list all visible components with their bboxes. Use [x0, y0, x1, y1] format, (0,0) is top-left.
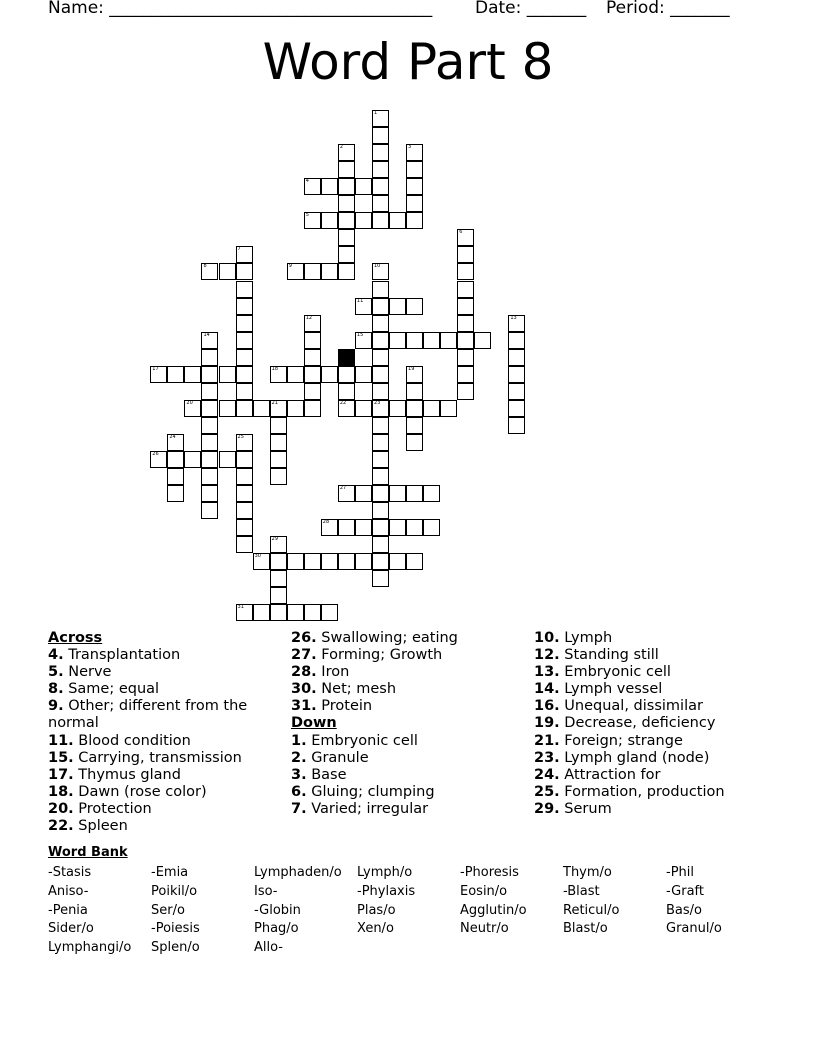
grid-cell[interactable]: [508, 315, 525, 332]
word-bank-item: Poikil/o: [151, 883, 198, 899]
grid-cell[interactable]: [236, 485, 253, 502]
grid-cell[interactable]: [201, 263, 218, 280]
grid-cell[interactable]: [236, 366, 253, 383]
grid-cell[interactable]: [406, 298, 423, 315]
grid-cell[interactable]: [338, 212, 355, 229]
word-bank-item: -Emia: [151, 865, 189, 880]
grid-cell[interactable]: [372, 178, 389, 195]
across-heading: Across: [48, 630, 103, 646]
grid-cell[interactable]: [201, 400, 218, 417]
grid-cell[interactable]: [372, 434, 389, 451]
grid-cell[interactable]: [440, 400, 457, 417]
word-bank-item: Aniso-: [48, 883, 89, 899]
word-bank-item: Lymphaden/o: [254, 865, 342, 880]
grid-cell[interactable]: [457, 281, 474, 298]
clue-number: 23: [373, 399, 381, 406]
grid-cell[interactable]: [304, 366, 321, 383]
grid-cell[interactable]: [338, 229, 355, 246]
grid-cell[interactable]: [236, 383, 253, 400]
word-bank: [48, 864, 768, 958]
grid-cell[interactable]: [372, 536, 389, 553]
grid-cell[interactable]: [236, 604, 253, 621]
grid-cell[interactable]: [423, 400, 440, 417]
grid-cell[interactable]: [355, 332, 372, 349]
clue-item: 13. Embryonic cell: [534, 664, 671, 681]
clue-item: 16. Unequal, dissimilar: [534, 698, 703, 715]
clue-item: 31. Protein: [291, 698, 373, 715]
word-bank-item: Reticul/o: [563, 902, 620, 918]
grid-cell[interactable]: [508, 366, 525, 383]
clue-item: 20. Protection: [48, 800, 152, 817]
date-field[interactable]: Date: _______: [475, 0, 587, 18]
grid-cell[interactable]: [338, 383, 355, 400]
word-bank-item: Bas/o: [666, 902, 702, 918]
word-bank-item: Lymph/o: [357, 865, 413, 880]
grid-cell[interactable]: [372, 298, 389, 315]
word-bank-title: Word Bank: [48, 845, 128, 860]
word-bank-item: -Phylaxis: [357, 883, 416, 899]
grid-cell[interactable]: [236, 332, 253, 349]
grid-cell[interactable]: [457, 229, 474, 246]
grid-cell[interactable]: [423, 332, 440, 349]
clue-item: 5. Nerve: [48, 664, 112, 681]
grid-cell[interactable]: [338, 178, 355, 195]
clue-number: 3: [408, 144, 412, 151]
word-bank-item: Xen/o: [357, 921, 394, 937]
grid-cell[interactable]: [508, 417, 525, 434]
clue-item: 10. Lymph: [534, 630, 613, 646]
grid-cell[interactable]: [372, 502, 389, 519]
grid-cell[interactable]: [304, 604, 321, 621]
clue-item: 21. Foreign; strange: [534, 732, 683, 749]
clues-column-1: [48, 630, 273, 835]
grid-cell[interactable]: [457, 263, 474, 280]
grid-cell[interactable]: [406, 485, 423, 502]
clue-number: 20: [186, 399, 193, 406]
clue-number: 1: [373, 110, 378, 116]
grid-cell[interactable]: [236, 502, 253, 519]
grid-cell[interactable]: [457, 332, 474, 349]
clue-number: 22: [339, 399, 347, 406]
grid-cell[interactable]: [287, 263, 304, 280]
grid-cell[interactable]: [236, 315, 253, 332]
grid-cell[interactable]: [201, 417, 218, 434]
clue-number: 19: [408, 365, 415, 372]
grid-cell[interactable]: [304, 553, 321, 570]
grid-cell[interactable]: [406, 161, 423, 178]
clue-item: 23. Lymph gland (node): [534, 749, 710, 766]
grid-cell[interactable]: [338, 195, 355, 212]
grid-cell[interactable]: [508, 332, 525, 349]
grid-cell[interactable]: [201, 383, 218, 400]
grid-cell[interactable]: [406, 212, 423, 229]
grid-cell[interactable]: [372, 366, 389, 383]
grid-cell[interactable]: [304, 383, 321, 400]
word-bank-item: Granul/o: [666, 921, 722, 937]
grid-cell[interactable]: [236, 281, 253, 298]
clue-item: 9. Other; different from the normal: [48, 698, 248, 732]
grid-cell[interactable]: [201, 332, 218, 349]
grid-cell[interactable]: [355, 553, 372, 570]
grid-cell[interactable]: [372, 417, 389, 434]
clue-item: 30. Net; mesh: [291, 681, 397, 698]
clue-item: 18. Dawn (rose color): [48, 783, 207, 800]
clue-item: 24. Attraction for: [534, 766, 661, 783]
grid-cell[interactable]: [406, 144, 423, 161]
clue-number: 27: [339, 485, 347, 492]
grid-cell[interactable]: [355, 178, 372, 195]
grid-cell[interactable]: [338, 246, 355, 263]
clue-number: 10: [373, 263, 381, 270]
grid-cell[interactable]: [270, 366, 287, 383]
clue-number: 17: [152, 365, 159, 372]
grid-cell[interactable]: [304, 178, 321, 195]
clue-number: 2: [339, 144, 344, 151]
grid-cell[interactable]: [236, 536, 253, 553]
clue-item: 2. Granule: [291, 749, 369, 766]
grid-cell[interactable]: [236, 434, 253, 451]
grid-cell[interactable]: [372, 349, 389, 366]
grid-cell[interactable]: [372, 519, 389, 536]
grid-cell[interactable]: [338, 553, 355, 570]
grid-cell[interactable]: [201, 349, 218, 366]
clue-item: 3. Base: [291, 766, 347, 783]
word-bank-item: Allo-: [254, 940, 284, 956]
grid-cell[interactable]: [219, 263, 236, 280]
grid-cell[interactable]: [338, 144, 355, 161]
grid-cell[interactable]: [457, 246, 474, 263]
grid-cell[interactable]: [270, 570, 287, 587]
word-bank-item: -Globin: [254, 902, 301, 918]
clue-number: 12: [305, 314, 313, 321]
grid-cell[interactable]: [321, 366, 338, 383]
grid-cell[interactable]: [236, 400, 253, 417]
grid-cell[interactable]: [372, 161, 389, 178]
grid-cell[interactable]: [219, 400, 236, 417]
grid-cell[interactable]: [270, 400, 287, 417]
grid-cell[interactable]: [372, 212, 389, 229]
clue-number: 4: [305, 178, 309, 185]
clue-number: 24: [169, 433, 176, 440]
grid-cell[interactable]: [201, 485, 218, 502]
grid-cell[interactable]: [338, 366, 355, 383]
grid-cell[interactable]: [372, 400, 389, 417]
clue-number: 11: [356, 297, 364, 304]
word-bank-item: Splen/o: [151, 940, 200, 956]
grid-cell[interactable]: [372, 315, 389, 332]
word-bank-item: Phag/o: [254, 921, 299, 937]
grid-cell[interactable]: [508, 349, 525, 366]
grid-cell[interactable]: [389, 298, 406, 315]
grid-cell[interactable]: [270, 468, 287, 485]
grid-cell[interactable]: [270, 434, 287, 451]
grid-cell[interactable]: [457, 366, 474, 383]
grid-cell[interactable]: [304, 212, 321, 229]
word-bank-item: -Graft: [666, 883, 704, 899]
clue-number: 7: [237, 246, 241, 253]
word-bank-item: Thym/o: [563, 865, 612, 880]
grid-cell[interactable]: [372, 553, 389, 570]
word-bank-item: Plas/o: [357, 902, 396, 918]
grid-cell[interactable]: [457, 298, 474, 315]
clue-number: 28: [322, 519, 330, 526]
grid-cell[interactable]: [201, 451, 218, 468]
grid-cell[interactable]: [508, 400, 525, 417]
clue-item: 27. Forming; Growth: [291, 647, 443, 664]
grid-cell[interactable]: [304, 332, 321, 349]
grid-cell[interactable]: [253, 400, 270, 417]
clue-number: 14: [203, 331, 210, 338]
page-title: Word Part 8: [262, 33, 554, 91]
clue-item: 8. Same; equal: [48, 681, 160, 698]
clue-number: 18: [271, 365, 279, 372]
clue-number: 6: [459, 229, 463, 236]
grid-cell[interactable]: [167, 366, 184, 383]
grid-cell[interactable]: [253, 553, 270, 570]
grid-cell[interactable]: [321, 519, 338, 536]
clue-item: 15. Carrying, transmission: [48, 749, 242, 766]
grid-cell[interactable]: [167, 468, 184, 485]
clue-item: 28. Iron: [291, 664, 350, 681]
grid-cell[interactable]: [389, 400, 406, 417]
grid-cell[interactable]: [389, 212, 406, 229]
grid-cell[interactable]: [201, 502, 218, 519]
grid-cell[interactable]: [253, 604, 270, 621]
grid-cell[interactable]: [372, 451, 389, 468]
clue-item: 19. Decrease, deficiency: [534, 715, 716, 732]
word-bank-item: Blast/o: [563, 921, 608, 937]
grid-cell[interactable]: [406, 178, 423, 195]
grid-cell[interactable]: [236, 349, 253, 366]
word-bank-item: Agglutin/o: [460, 902, 527, 918]
grid-cell[interactable]: [270, 451, 287, 468]
grid-cell[interactable]: [372, 570, 389, 587]
down-heading: Down: [291, 715, 337, 732]
grid-cell[interactable]: [389, 553, 406, 570]
grid-cell[interactable]: [372, 127, 389, 144]
clue-item: 1. Embryonic cell: [291, 732, 418, 749]
clue-number: 21: [271, 399, 279, 406]
clues-column-2: [291, 630, 516, 818]
clue-number: 26: [152, 451, 159, 457]
grid-cell[interactable]: [372, 263, 389, 280]
grid-cell[interactable]: [270, 587, 287, 604]
clue-item: 11. Blood condition: [48, 732, 191, 749]
grid-cell[interactable]: [372, 144, 389, 161]
grid-cell[interactable]: [201, 366, 218, 383]
clue-item: 25. Formation, production: [534, 783, 725, 800]
grid-cell[interactable]: [321, 553, 338, 570]
grid-cell[interactable]: [167, 434, 184, 451]
grid-cell[interactable]: [236, 298, 253, 315]
word-bank-item: Lymphangi/o: [48, 940, 132, 956]
clue-item: 7. Varied; irregular: [291, 800, 429, 817]
grid-cell[interactable]: [338, 263, 355, 280]
clue-number: 30: [254, 553, 261, 560]
grid-cell[interactable]: [406, 332, 423, 349]
grid-cell[interactable]: [338, 485, 355, 502]
grid-cell[interactable]: [184, 400, 201, 417]
grid-cell[interactable]: [355, 366, 372, 383]
grid-cell[interactable]: [372, 110, 389, 127]
grid-cell[interactable]: [406, 383, 423, 400]
clue-item: 29. Serum: [534, 800, 612, 817]
word-bank-item: Iso-: [254, 883, 278, 899]
word-bank-item: -Blast: [563, 883, 600, 899]
grid-cell[interactable]: [372, 195, 389, 212]
grid-cell[interactable]: [338, 519, 355, 536]
clue-number: 9: [288, 263, 292, 270]
grid-cell[interactable]: [167, 451, 184, 468]
grid-cell[interactable]: [321, 178, 338, 195]
grid-cell[interactable]: [389, 485, 406, 502]
grid-cell[interactable]: [440, 332, 457, 349]
word-bank-item: -Penia: [48, 902, 88, 918]
grid-cell[interactable]: [321, 263, 338, 280]
grid-cell[interactable]: [355, 298, 372, 315]
word-bank-item: -Poiesis: [151, 921, 200, 937]
grid-cell[interactable]: [201, 434, 218, 451]
clue-item: 17. Thymus gland: [48, 766, 181, 783]
word-bank-item: -Phil: [666, 865, 694, 880]
grid-cell[interactable]: [304, 400, 321, 417]
grid-cell[interactable]: [201, 468, 218, 485]
grid-cell[interactable]: [270, 536, 287, 553]
word-bank-item: -Phoresis: [460, 865, 519, 880]
grid-cell[interactable]: [270, 417, 287, 434]
grid-cell[interactable]: [406, 400, 423, 417]
grid-cell[interactable]: [372, 468, 389, 485]
grid-cell[interactable]: [338, 161, 355, 178]
grid-cell[interactable]: [406, 366, 423, 383]
grid-cell[interactable]: [406, 519, 423, 536]
word-bank-item: Eosin/o: [460, 883, 508, 899]
word-bank-item: -Stasis: [48, 865, 92, 880]
clues-column-3: [534, 630, 759, 818]
clue-item: 12. Standing still: [534, 647, 659, 664]
word-bank-item: Ser/o: [151, 902, 185, 918]
clue-number: 15: [356, 331, 364, 338]
grid-cell[interactable]: [270, 553, 287, 570]
grid-cell[interactable]: [270, 604, 287, 621]
clue-item: 22. Spleen: [48, 818, 128, 835]
clue-item: 4. Transplantation: [48, 647, 181, 664]
grid-cell[interactable]: [184, 451, 201, 468]
clue-number: 31: [237, 604, 244, 611]
clue-item: 26. Swallowing; eating: [291, 630, 458, 646]
grid-cell[interactable]: [423, 485, 440, 502]
grid-cell[interactable]: [355, 212, 372, 229]
grid-cell[interactable]: [355, 485, 372, 502]
clue-item: 6. Gluing; clumping: [291, 783, 435, 800]
grid-cell[interactable]: [150, 451, 167, 468]
grid-cell[interactable]: [150, 366, 167, 383]
grid-cell[interactable]: [236, 468, 253, 485]
filled-cell: [338, 349, 355, 366]
grid-cell[interactable]: [389, 519, 406, 536]
clue-number: 8: [203, 263, 207, 270]
grid-cell[interactable]: [406, 417, 423, 434]
grid-cell[interactable]: [184, 366, 201, 383]
grid-cell[interactable]: [338, 400, 355, 417]
name-field[interactable]: Name: ______________________________________: [48, 0, 433, 18]
grid-cell[interactable]: [389, 332, 406, 349]
word-bank-item: Neutr/o: [460, 921, 509, 937]
grid-cell[interactable]: [304, 263, 321, 280]
grid-cell[interactable]: [321, 604, 338, 621]
grid-cell[interactable]: [236, 519, 253, 536]
grid-cell[interactable]: [236, 246, 253, 263]
grid-cell[interactable]: [372, 485, 389, 502]
word-bank-item: Sider/o: [48, 921, 94, 937]
grid-cell[interactable]: [406, 434, 423, 451]
clue-number: 13: [510, 314, 517, 321]
grid-cell[interactable]: [372, 383, 389, 400]
grid-cell[interactable]: [304, 315, 321, 332]
grid-cell[interactable]: [236, 263, 253, 280]
grid-cell[interactable]: [287, 366, 304, 383]
clue-number: 29: [271, 536, 279, 543]
grid-cell[interactable]: [372, 281, 389, 298]
grid-cell[interactable]: [219, 366, 236, 383]
grid-cell[interactable]: [355, 519, 372, 536]
clue-number: 25: [237, 433, 244, 440]
grid-cell[interactable]: [406, 195, 423, 212]
grid-cell[interactable]: [321, 212, 338, 229]
grid-cell[interactable]: [287, 604, 304, 621]
grid-cell[interactable]: [474, 332, 491, 349]
grid-cell[interactable]: [236, 451, 253, 468]
grid-cell[interactable]: [219, 451, 236, 468]
grid-cell[interactable]: [457, 315, 474, 332]
grid-cell[interactable]: [508, 383, 525, 400]
grid-cell[interactable]: [406, 553, 423, 570]
period-field[interactable]: Period: _______: [606, 0, 730, 18]
grid-cell[interactable]: [287, 553, 304, 570]
grid-cell[interactable]: [287, 400, 304, 417]
grid-cell[interactable]: [355, 400, 372, 417]
clue-number: 5: [305, 212, 309, 219]
grid-cell[interactable]: [457, 349, 474, 366]
clue-item: 14. Lymph vessel: [534, 681, 663, 698]
grid-cell[interactable]: [304, 349, 321, 366]
grid-cell[interactable]: [167, 485, 184, 502]
grid-cell[interactable]: [423, 519, 440, 536]
grid-cell[interactable]: [372, 332, 389, 349]
grid-cell[interactable]: [457, 383, 474, 400]
